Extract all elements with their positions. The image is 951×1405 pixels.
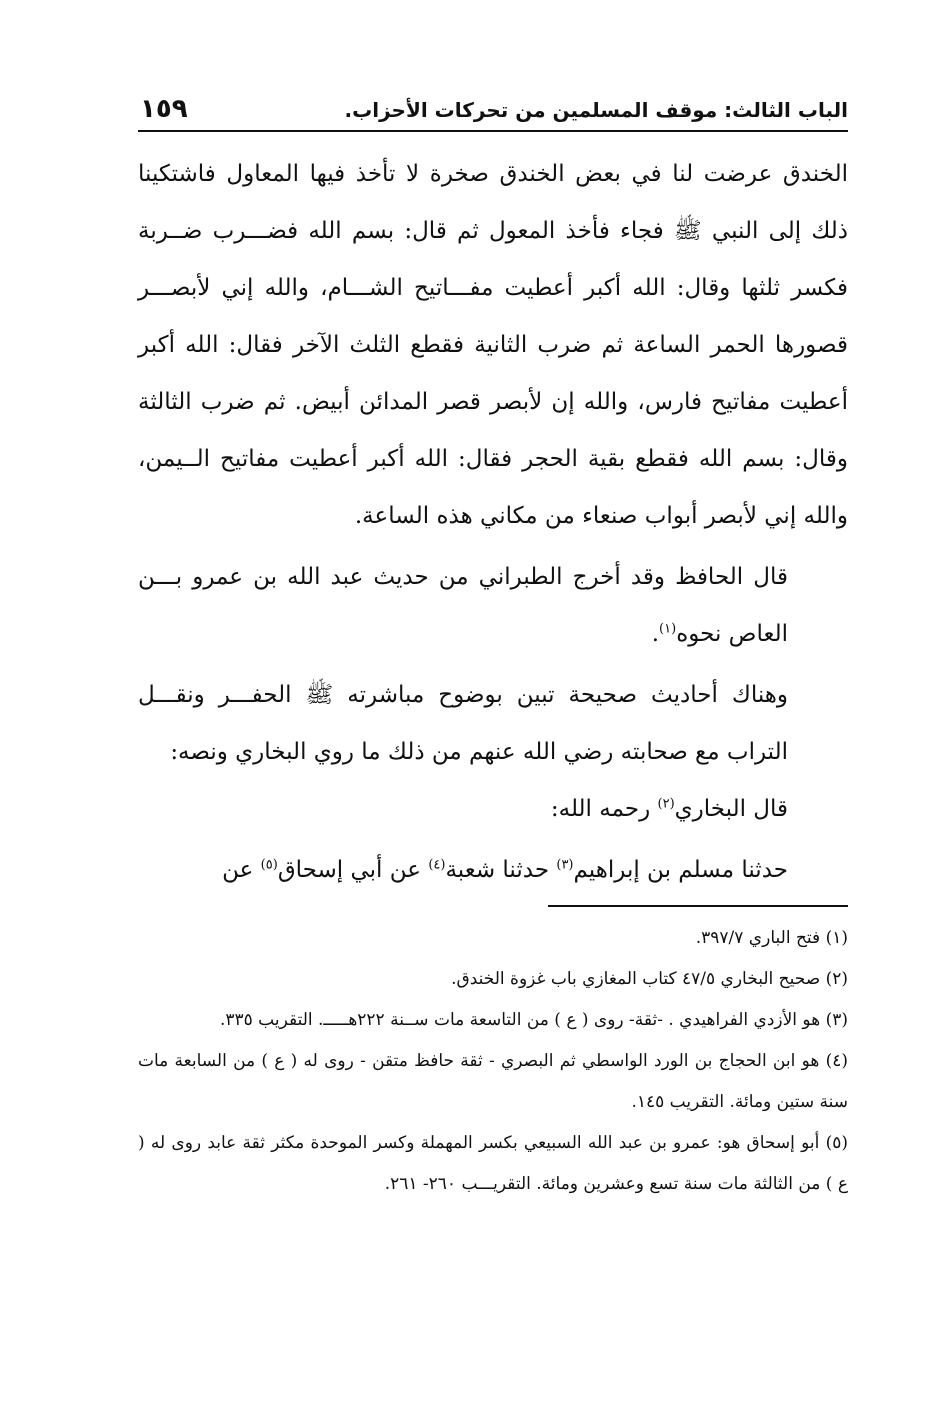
main-text [138,146,848,899]
footnote-5 [138,1123,848,1205]
paragraph-2-text: قال الحافظ وقد أخرج الطبراني من حديث عبد الله بن عمرو بـــن العاص نحوه [138,564,788,647]
footnote-number: (١) [825,928,848,948]
paragraph-5-text-d: عن [222,857,261,883]
running-header [138,96,848,132]
footnote-text: هو الأزدي الفراهيدي . -ثقة- روى ( ع ) من التاسعة مات ســنة ٢٢٢هـــــ. التقريب ٣٣٥. [219,1010,826,1030]
paragraph-4-text-b: رحمه الله: [550,796,658,822]
footnote-text: فتح الباري ٣٩٧/٧. [695,928,826,948]
footnote-ref-1: (١) [659,621,677,637]
footnote-ref-5: (٥) [260,857,278,873]
chapter-title: الباب الثالث: موقف المسلمين من تحركات الأحزاب. [344,98,848,122]
footnote-4 [138,1041,848,1123]
footnote-ref-4: (٤) [428,857,446,873]
page-number: ١٥٩ [140,94,188,124]
paragraph-1: الخندق عرضت لنا في بعض الخندق صخرة لا تأخذ فيها المعاول فاشتكينا ذلك إلى النبي ﷺ فجاء فأخذ المعول ثم قال: بسم الله فضـــرب ضــربة فكسر ثلثها وقال: الله أكبر أعطيت مفـــاتيح الشـــام، والله إني لأبصـــر قصورها الحمر الساعة ثم ضرب الثانية فقطع الثلث الآخر فقال: الله أكبر أعطيت مفاتيح فارس، والله إن لأبصر قصر المدائن أبيض. ثم ضرب الثالثة وقال: بسم الله فقطع بقية الحجر فقال: الله أكبر أعطيت مفاتيح الــيمن، والله إني لأبصر أبواب صنعاء من مكاني هذه الساعة. [138,161,848,529]
footnote-divider [548,905,848,907]
footnotes [138,918,848,1205]
paragraph-2: قال الحافظ وقد أخرج الطبراني من حديث عبد الله بن عمرو بـــن العاص نحوه$^{(١)}$. [138,564,788,647]
paragraph-5-text-b: حدثنا شعبة [445,857,557,883]
footnote-number: (٢) [825,969,848,989]
paragraph-5-text-a: حدثنا مسلم بن إبراهيم [573,857,788,883]
footnote-ref-3: (٣) [556,857,574,873]
paragraph-3: وهناك أحاديث صحيحة تبين بوضوح مباشرته ﷺ الحفـــر ونقـــل التراب مع صحابته رضي الله عنهم من ذلك ما روي البخاري ونصه: [138,682,788,765]
paragraph-4-text-a: قال البخاري [674,796,788,822]
footnote-text: صحيح البخاري ٤٧/٥ كتاب المغازي باب غزوة الخندق. [451,969,826,989]
paragraph-4 [138,781,848,838]
footnote-1 [138,918,848,959]
footnote-number: (٣) [825,1010,848,1030]
footnote-text: أبو إسحاق هو: عمرو بن عبد الله السبيعي بكسر المهملة وكسر الموحدة مكثر ثقة عابد روى له ( ع ) من الثالثة مات سنة تسع وعشرين ومائة. التقريـــب ٢٦٠- ٢٦١. [138,1133,848,1194]
footnote-number: (٥) [825,1133,848,1153]
footnote-3 [138,1000,848,1041]
paragraph-5-text-c: عن أبي إسحاق [277,857,429,883]
paragraph-5 [138,842,848,899]
footnote-ref-2: (٢) [657,796,675,812]
footnote-2 [138,959,848,1000]
footnote-text: هو ابن الحجاج بن الورد الواسطي ثم البصري - ثقة حافظ متقن - روى له ( ع ) من السابعة مات سنة ستين ومائة. التقريب ١٤٥. [138,1051,848,1112]
footnote-number: (٤) [825,1051,848,1071]
